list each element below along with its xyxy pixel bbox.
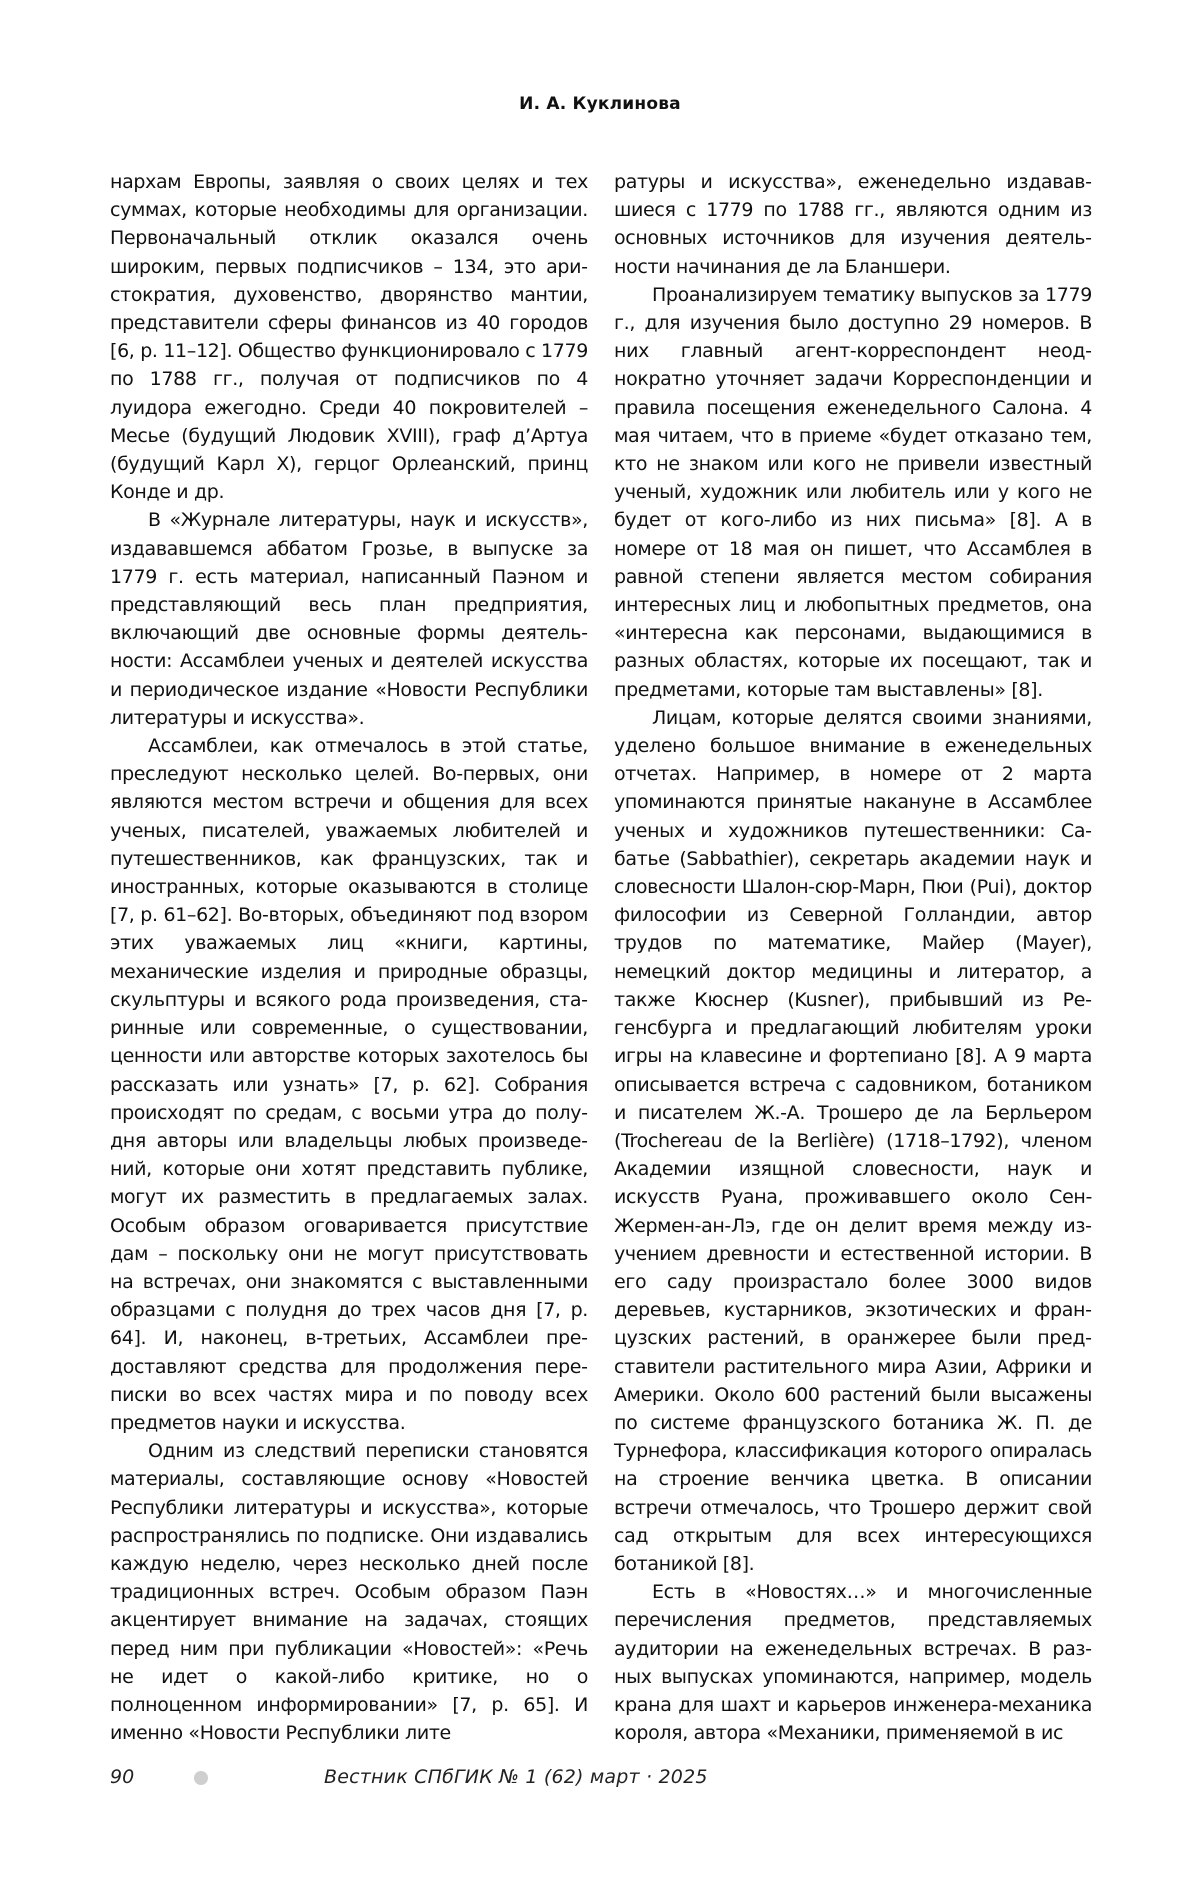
left-paragraph-1: нархам Европы, заявляя о своих целях и тех суммах, которые необходимы для организации. Первоначальный отклик оказался очень широким, первых подписчиков – 134, это аристократия, духовенство, дворянство мантии, представители сферы финансов из 40 городов [6, p. 11–12]. Общество функционировало с 1779 по 1788 гг., получая от подписчиков по 4 луидора ежегодно. Среди 40 покровителей – Месье (будущий Людовик XVIII), граф д’Артуа (будущий Карл X), герцог Орлеанский, принц Конде и др. <box>110 171 588 504</box>
left-paragraph-2: В «Журнале литературы, наук и искусств», издававшемся аббатом Грозье, в выпуске за 1779 г. есть материал, написанный Паэном и представляющий весь план предприятия, включающий две основные формы деятельности: Ассамблеи ученых и деятелей искусства и периодическое издание «Новости Республики литературы и искусства». <box>110 509 588 729</box>
right-paragraph-2: Проанализируем тематику выпусков за 1779 г., для изучения было доступно 29 номеров. В них главный агент-корреспондент неоднократно уточняет задачи Корреспонденции и правила посещения еженедельного Салона. 4 мая читаем, что в приеме «будет отказано тем, кто не знаком или кого не привели известный ученый, художник или любитель или у кого не будет от кого-либо из них письма» [8]. А в номере от 18 мая он пишет, что Ассамблея в равной степени является местом собирания интересных лиц и любопытных предметов, она «интересна как персонами, выдающимися в разных областях, которые их посещают, так и предметами, которые там выставлены» [8]. <box>614 283 1092 701</box>
right-paragraph-3: Лицам, которые делятся своими знаниями, уделено большое внимание в еженедельных отчетах. Например, в номере от 2 марта упоминаются принятые накануне в Ассамблее ученых и художников путешественники: Сабатье (Sabbathier), секретарь академии наук и словесности Шалон-сюр-Марн, Пюи (Pui), доктор философии из Северной Голландии, автор трудов по математике, Майер (Mayer), немецкий доктор медицины и литератор, а также Кюснер (Kusner), прибывший из Регенсбурга и предлагающий любителям уроки игры на клавесине и фортепиано [8]. А 9 марта описывается встреча с садовником, ботаником и писателем Ж.-А. Трошеро де ла Берльером (Trochereau de la Berlière) (1718–1792), членом Академии изящной словесности, наук и искусств Руана, проживавшего около Сен-Жермен-ан-Лэ, где он делит время между изучением древности и естественной истории. В его саду произрастало более 3000 видов деревьев, кустарников, экзотических и французских растений, в оранжерее были представители растительного мира Азии, Африки и Америки. Около 600 растений были высажены по системе французского ботаника Ж. П. де Турнефора, классификация которого опиралась на строение венчика цветка. В описании встречи отмечалось, что Трошеро держит свой сад открытым для всех интересующихся ботаникой [8]. <box>614 706 1092 1575</box>
footer-dot-icon <box>194 1771 208 1785</box>
page-number: 90 <box>110 1766 135 1788</box>
page-footer <box>110 1766 1100 1796</box>
left-paragraph-3: Ассамблеи, как отмечалось в этой статье, преследуют несколько целей. Во-первых, они являются местом встречи и общения для всех ученых, писателей, уважаемых любителей и путешественников, как французских, так и иностранных, которые оказываются в столице [7, p. 61–62]. Во-вторых, объединяют под взором этих уважаемых лиц «книги, картины, механические изделия и природные образцы, скульптуры и всякого рода произведения, старинные или современные, о существовании, ценности или авторстве которых захотелось бы рассказать или узнать» [7, p. 62]. Собрания происходят по средам, с восьми утра до полудня авторы или владельцы любых произведений, которые они хотят представить публике, могут их разместить в предлагаемых залах. Особым образом оговаривается присутствие дам – поскольку они не могут присутствовать на встречах, они знакомятся с выставленными образцами с полудня до трех часов дня [7, p. 64]. И, наконец, в-третьих, Ассамблеи предоставляют средства для продолжения переписки во всех частях мира и по поводу всех предметов науки и искусства. <box>110 735 588 1434</box>
running-header-author: И. А. Куклинова <box>519 94 681 114</box>
right-paragraph-1: ратуры и искусства», еженедельно издававшиеся с 1779 по 1788 гг., являются одним из основных источников для изучения деятельности начинания де ла Бланшери. <box>614 171 1092 278</box>
left-paragraph-4: Одним из следствий переписки становятся материалы, составляющие основу «Новостей Республики литературы и искусства», которые распространялись по подписке. Они издавались каждую неделю, через несколько дней после традиционных встреч. Особым образом Паэн акцентирует внимание на задачах, стоящих перед ним при публикации «Новостей»: «Речь не идет о какой-либо критике, но о полноценном информировании» [7, p. 65]. И именно «Новости Республики лите <box>110 1440 588 1745</box>
right-paragraph-4: Есть в «Новостях…» и многочисленные перечисления предметов, представляемых аудитории на еженедельных встречах. В разных выпусках упоминаются, например, модель крана для шахт и карьеров инженера-механика короля, автора «Механики, применяемой в ис <box>614 1581 1092 1745</box>
left-column <box>110 168 588 1747</box>
right-column <box>614 168 1092 1747</box>
journal-title: Вестник СПбГИК № 1 (62) март · 2025 <box>324 1766 708 1788</box>
